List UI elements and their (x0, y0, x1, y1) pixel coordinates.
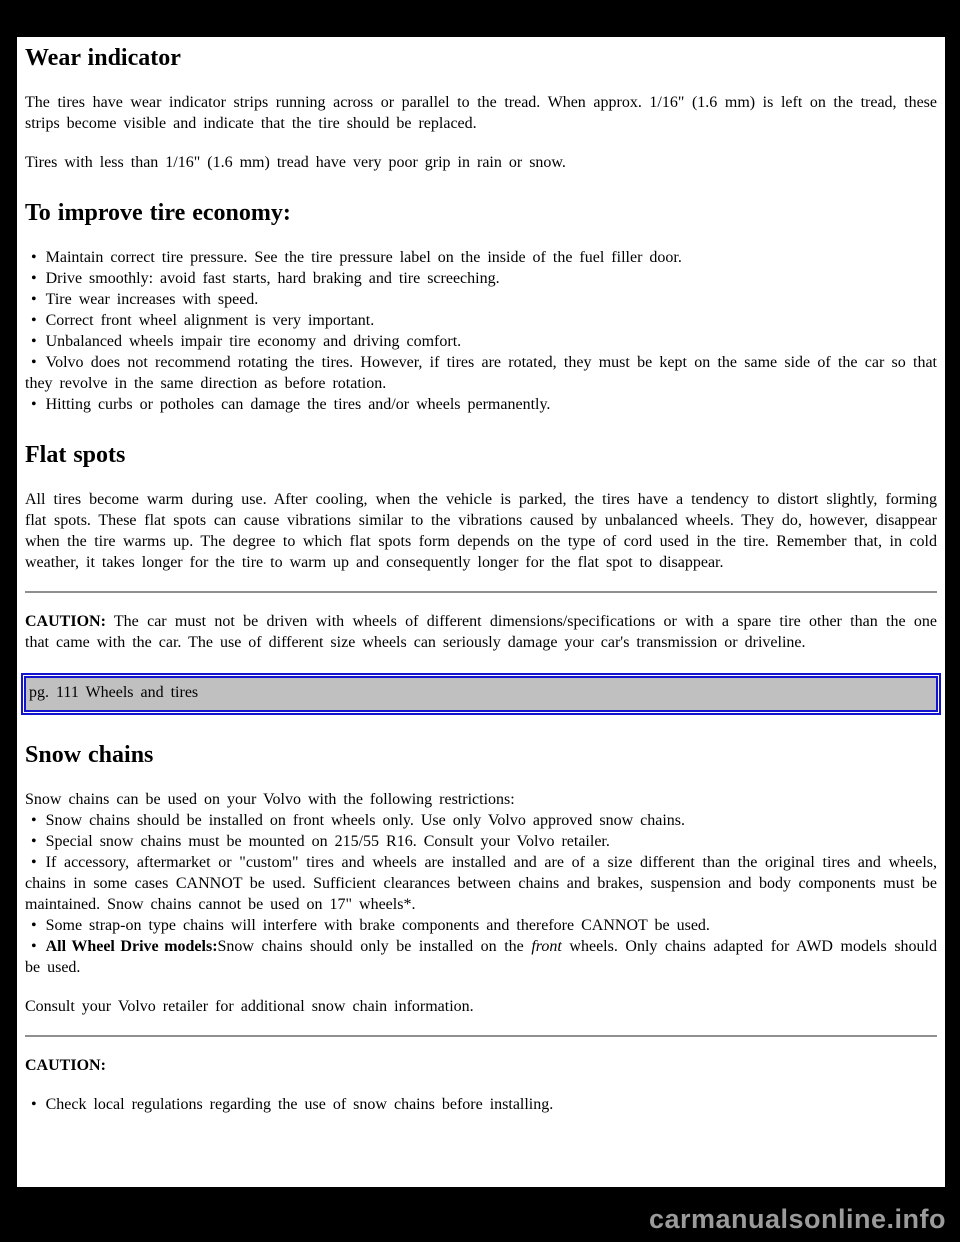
list-item-text: Tire wear increases with speed. (45, 291, 259, 308)
section-heading-snow-chains: Snow chains (25, 742, 154, 768)
page-link-inner[interactable]: pg. 111 Wheels and tires (24, 676, 938, 712)
bullet-icon: • (31, 396, 37, 413)
list-item-text: Drive smoothly: avoid fast starts, hard braking and tire screeching. (45, 270, 500, 287)
section-heading-wear-indicator: Wear indicator (25, 45, 181, 71)
section-heading-flat-spots: Flat spots (25, 442, 126, 468)
tire-economy-bullet-list (25, 247, 937, 415)
list-item-text: Volvo does not recommend rotating the tires. However, if tires are rotated, they must be kept on the same side of the car so that they revolve in the same direction as before rotation. (25, 354, 937, 392)
bullet-icon: • (31, 854, 37, 871)
list-item-text: Special snow chains must be mounted on 215/55 R16. Consult your Volvo retailer. (45, 833, 610, 850)
page-content (17, 37, 945, 1187)
section-heading-tire-economy: To improve tire economy: (25, 200, 291, 226)
list-item-text: Some strap-on type chains will interfere with brake components and therefore CANNOT be used. (45, 917, 710, 934)
list-item-text: Snow chains should be installed on front wheels only. Use only Volvo approved snow chains. (45, 812, 686, 829)
bullet-icon: • (31, 291, 37, 308)
list-item (25, 810, 937, 831)
list-item (25, 852, 937, 915)
paragraph-snow-chains-outro: Consult your Volvo retailer for additional snow chain information. (25, 998, 474, 1015)
awd-text: Snow chains should only be installed on the (217, 938, 532, 955)
watermark: carmanualsonline.info (648, 1204, 946, 1234)
list-item (25, 352, 937, 394)
list-item (25, 310, 937, 331)
bullet-icon: • (31, 270, 37, 287)
list-item (25, 331, 937, 352)
list-item-text: Unbalanced wheels impair tire economy and driving comfort. (45, 333, 462, 350)
bullet-icon: • (31, 917, 37, 934)
bullet-icon: • (31, 833, 37, 850)
snow-chains-block (25, 789, 937, 978)
awd-italic-word: front (531, 938, 562, 955)
list-item (25, 268, 937, 289)
paragraph-wear-indicator-2: Tires with less than 1/16" (1.6 mm) tread have very poor grip in rain or snow. (25, 154, 566, 171)
snow-chains-intro: Snow chains can be used on your Volvo with the following restrictions: (25, 791, 515, 808)
list-item (25, 831, 937, 852)
caution-paragraph (25, 611, 937, 653)
list-item (25, 915, 937, 936)
list-item-text: Check local regulations regarding the use of snow chains before installing. (45, 1096, 554, 1113)
caution-label: CAUTION: (25, 613, 106, 630)
list-item-awd (25, 936, 937, 978)
caution2-bullet-list (25, 1094, 937, 1115)
bullet-icon: • (31, 1096, 37, 1113)
bullet-icon: • (31, 812, 37, 829)
caution-text: The car must not be driven with wheels of different dimensions/specifications or with a spare tire other than the one that came with the car. The use of different size wheels can seriously damage your car's transmission or driveline. (25, 613, 937, 651)
list-item (25, 289, 937, 310)
caution-label: CAUTION: (25, 1057, 106, 1074)
paragraph-wear-indicator-1: The tires have wear indicator strips running across or parallel to the tread. When approx. 1/16" (1.6 mm) is left on the tread, these strips become visible and indicate that the tire should be replaced. (25, 94, 937, 132)
list-item (25, 247, 937, 268)
bullet-icon: • (31, 249, 37, 266)
list-item-text: Hitting curbs or potholes can damage the tires and/or wheels permanently. (45, 396, 551, 413)
divider (25, 1035, 937, 1037)
page-link-wheels-and-tires[interactable] (21, 673, 941, 715)
bullet-icon: • (31, 938, 37, 955)
bullet-icon: • (31, 312, 37, 329)
awd-bold-label: All Wheel Drive models: (45, 938, 218, 955)
list-item-text: Maintain correct tire pressure. See the tire pressure label on the inside of the fuel filler door. (45, 249, 682, 266)
list-item-text: Correct front wheel alignment is very important. (45, 312, 375, 329)
list-item-text: If accessory, aftermarket or "custom" tires and wheels are installed and are of a size different than the original tires and wheels, chains in some cases CANNOT be used. Sufficient clearances between chains and brakes, suspension and body components must be maintained. Snow chains cannot be used on 17" wheels*. (25, 854, 937, 913)
caution2-heading (25, 1055, 937, 1076)
divider (25, 591, 937, 593)
bullet-icon: • (31, 354, 37, 371)
paragraph-flat-spots: All tires become warm during use. After cooling, when the vehicle is parked, the tires have a tendency to distort slightly, forming flat spots. These flat spots can cause vibrations similar to the vibrations caused by unbalanced wheels. They do, however, disappear when the tire warms up. The degree to which flat spots form depends on the type of cord used in the tire. Remember that, in cold weather, it takes longer for the tire to warm up and consequently longer for the flat spot to disappear. (25, 491, 937, 571)
bullet-icon: • (31, 333, 37, 350)
list-item (25, 1094, 937, 1115)
awd-text: wheels. Only chains adapted for AWD models should be used. (25, 938, 937, 976)
list-item (25, 394, 937, 415)
